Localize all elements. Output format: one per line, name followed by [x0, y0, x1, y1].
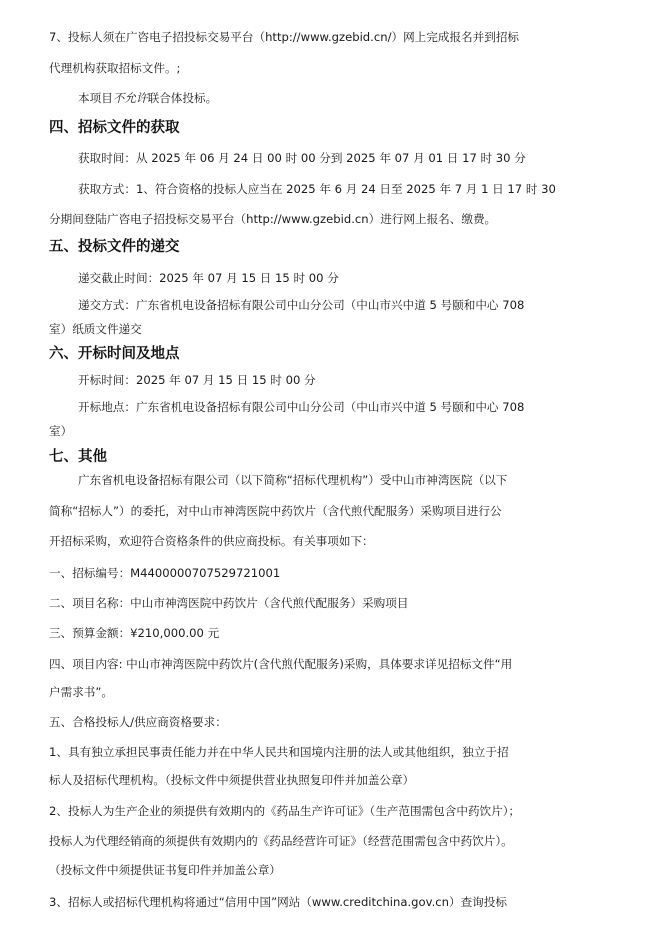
intro-line-3: 开招标采购，欢迎符合资格条件的供应商投标。有关事项如下： — [49, 534, 374, 548]
acquire-time: 获取时间：从 2025 年 06 月 24 日 00 时 00 分到 2025 年 07 月 01 日 17 时 30 分 — [78, 151, 526, 165]
item7-line-1: 7、投标人须在广咨电子招投标交易平台（http://www.gzebid.cn/）网上完成报名并到招标 — [49, 30, 520, 44]
qualification-3-line-1: 3、招标人或招标代理机构将通过“信用中国”网站（www.creditchina.gov.cn）查询投标 — [49, 895, 507, 909]
submit-method-line-1: 递交方式：广东省机电设备招标有限公司中山分公司（中山市兴中道 5 号颐和中心 708 — [78, 298, 525, 312]
acquire-method-line-2: 分期间登陆广咨电子招投标交易平台（http://www.gzebid.cn）进行网上报名、缴费。 — [49, 212, 497, 226]
opening-place-line-2: 室） — [49, 424, 73, 438]
intro-line-1: 广东省机电设备招标有限公司（以下简称“招标代理机构”）受中山市神湾医院（以下 — [78, 473, 508, 487]
qualification-1-line-1: 1、具有独立承担民事责任能力并在中华人民共和国境内注册的法人或其他组织，独立于招 — [49, 745, 509, 759]
project-content-line-1: 四、项目内容: 中山市神湾医院中药饮片(含代煎代配服务)采购，具体要求详见招标文件“用 — [49, 657, 513, 671]
joint-bid-emphasis: 不允许 — [112, 91, 148, 105]
opening-time: 开标时间：2025 年 07 月 15 日 15 时 00 分 — [78, 373, 316, 387]
opening-place-line-1: 开标地点：广东省机电设备招标有限公司中山分公司（中山市兴中道 5 号颐和中心 708 — [78, 400, 525, 414]
acquire-method-line-1: 获取方式：1、符合资格的投标人应当在 2025 年 6 月 24 日至 2025 年 7 月 1 日 17 时 30 — [78, 182, 556, 196]
joint-bid-prefix: 本项目 — [78, 91, 113, 105]
tender-number: 一、招标编号：M4400000707529721001 — [49, 566, 281, 580]
project-name: 二、项目名称：中山市神湾医院中药饮片（含代煎代配服务）采购项目 — [49, 596, 409, 610]
qualification-2-line-1: 2、投标人为生产企业的须提供有效期内的《药品生产许可证》（生产范围需包含中药饮片）； — [49, 804, 521, 818]
qualification-heading: 五、合格投标人/供应商资格要求： — [49, 715, 227, 729]
section-5-heading: 五、投标文件的递交 — [49, 239, 180, 255]
submit-method-line-2: 室）纸质文件递交 — [49, 322, 142, 336]
project-content-line-2: 户需求书”。 — [49, 685, 113, 699]
joint-bid-suffix: 联合体投标。 — [147, 91, 218, 105]
joint-bid-line — [78, 90, 217, 106]
section-7-heading: 七、其他 — [49, 449, 107, 465]
qualification-1-line-2: 标人及招标代理机构。（投标文件中须提供营业执照复印件并加盖公章） — [49, 773, 415, 787]
item7-line-2: 代理机构获取招标文件。; — [49, 61, 181, 75]
section-4-heading: 四、招标文件的获取 — [49, 120, 180, 136]
submit-deadline: 递交截止时间：2025 年 07 月 15 日 15 时 00 分 — [78, 271, 339, 285]
qualification-2-line-3: （投标文件中须提供证书复印件并加盖公章） — [49, 863, 281, 877]
qualification-2-line-2: 投标人为代理经销商的须提供有效期内的《药品经营许可证》（经营范围需包含中药饮片）。 — [49, 834, 513, 848]
section-6-heading: 六、开标时间及地点 — [49, 346, 180, 362]
budget-amount: 三、预算金额：¥210,000.00 元 — [49, 626, 220, 640]
intro-line-2: 简称“招标人”）的委托，对中山市神湾医院中药饮片（含代煎代配服务）采购项目进行公 — [49, 504, 502, 518]
